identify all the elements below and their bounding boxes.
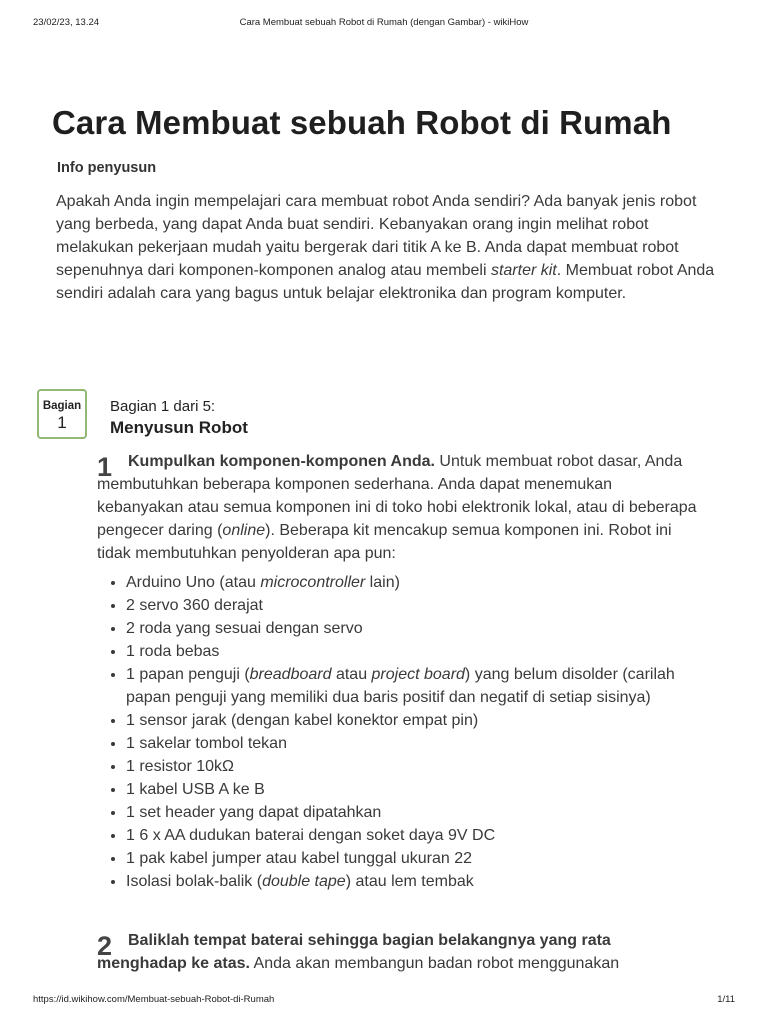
step-body-text: Anda akan membangun badan robot menggunakan — [249, 955, 620, 972]
part-heading — [110, 397, 248, 439]
intro-text: Apakah Anda ingin mempelajari cara membuat robot Anda sendiri? Ada banyak jenis robot yang berbeda, yang dapat Anda buat sendiri. Kebanyakan orang ingin melihat robot melakukan pekerjaan mudah yaitu bergerak dari titik A ke B. Anda dapat membuat robot sepenuhnya dari komponen-komponen analog atau membeli — [56, 193, 697, 279]
article-intro — [56, 190, 726, 305]
list-item: • 1 papan penguji (breadboard atau project board) yang belum disolder (carilah papan penguji yang memiliki dua baris positif dan negatif di setiap sisinya) — [126, 663, 716, 709]
component-list — [108, 571, 716, 893]
step-bold-text: Baliklah tempat baterai sehingga bagian belakangnya yang rata menghadap ke atas. — [97, 932, 611, 972]
step-bold-text: Kumpulkan komponen-komponen Anda. — [128, 453, 435, 470]
intro-emphasis: starter kit — [490, 262, 557, 279]
list-item: • 1 sensor jarak (dengan kabel konektor empat pin) — [126, 709, 716, 732]
list-item: • Arduino Uno (atau microcontroller lain) — [126, 571, 716, 594]
part-badge — [37, 389, 87, 439]
list-item: • Isolasi bolak-balik (double tape) atau lem tembak — [126, 870, 716, 893]
part-badge-number: 1 — [57, 413, 67, 432]
list-item: • 1 kabel USB A ke B — [126, 778, 716, 801]
step-text — [97, 450, 697, 565]
step-number: 1 — [97, 452, 113, 482]
list-item: • 1 pak kabel jumper atau kabel tunggal ukuran 22 — [126, 847, 716, 870]
author-info-link[interactable]: Info penyusun — [57, 160, 157, 176]
list-item: • 1 roda bebas — [126, 640, 716, 663]
intro-text-end: . Membuat robot Anda sendiri adalah cara yang bagus untuk belajar elektronika dan program komputer. — [56, 262, 715, 302]
part-title: Menyusun Robot — [110, 418, 248, 437]
step-text — [97, 929, 697, 975]
list-item: • 2 roda yang sesuai dengan servo — [126, 617, 716, 640]
article-title: Cara Membuat sebuah Robot di Rumah — [52, 104, 672, 141]
part-of-label: Bagian 1 dari 5: — [110, 398, 216, 415]
list-item: • 1 6 x AA dudukan baterai dengan soket daya 9V DC — [126, 824, 716, 847]
step-emphasis: online — [222, 522, 266, 539]
list-item: • 1 sakelar tombol tekan — [126, 732, 716, 755]
page-number: 1/11 — [717, 994, 735, 1005]
print-date: 23/02/23, 13.24 — [33, 17, 100, 28]
print-url: https://id.wikihow.com/Membuat-sebuah-Robot-di-Rumah — [33, 994, 275, 1005]
part-badge-label: Bagian — [42, 400, 82, 412]
list-item: • 2 servo 360 derajat — [126, 594, 716, 617]
step-number: 2 — [97, 931, 113, 961]
list-item: • 1 set header yang dapat dipatahkan — [126, 801, 716, 824]
print-footer — [33, 994, 735, 1008]
step-body-text-end: ). Beberapa kit mencakup semua komponen ini. Robot ini tidak membutuhkan penyolderan apa pun: — [97, 522, 672, 562]
step-body-text: Untuk membuat robot dasar, Anda membutuhkan beberapa komponen sederhana. Anda dapat menemukan kebanyakan atau semua komponen ini di toko hobi elektronik lokal, atau di beberapa pengecer daring ( — [97, 453, 697, 539]
list-item: • 1 resistor 10kΩ — [126, 755, 716, 778]
print-document-title: Cara Membuat sebuah Robot di Rumah (dengan Gambar) - wikiHow — [239, 17, 529, 28]
print-header — [33, 17, 735, 31]
